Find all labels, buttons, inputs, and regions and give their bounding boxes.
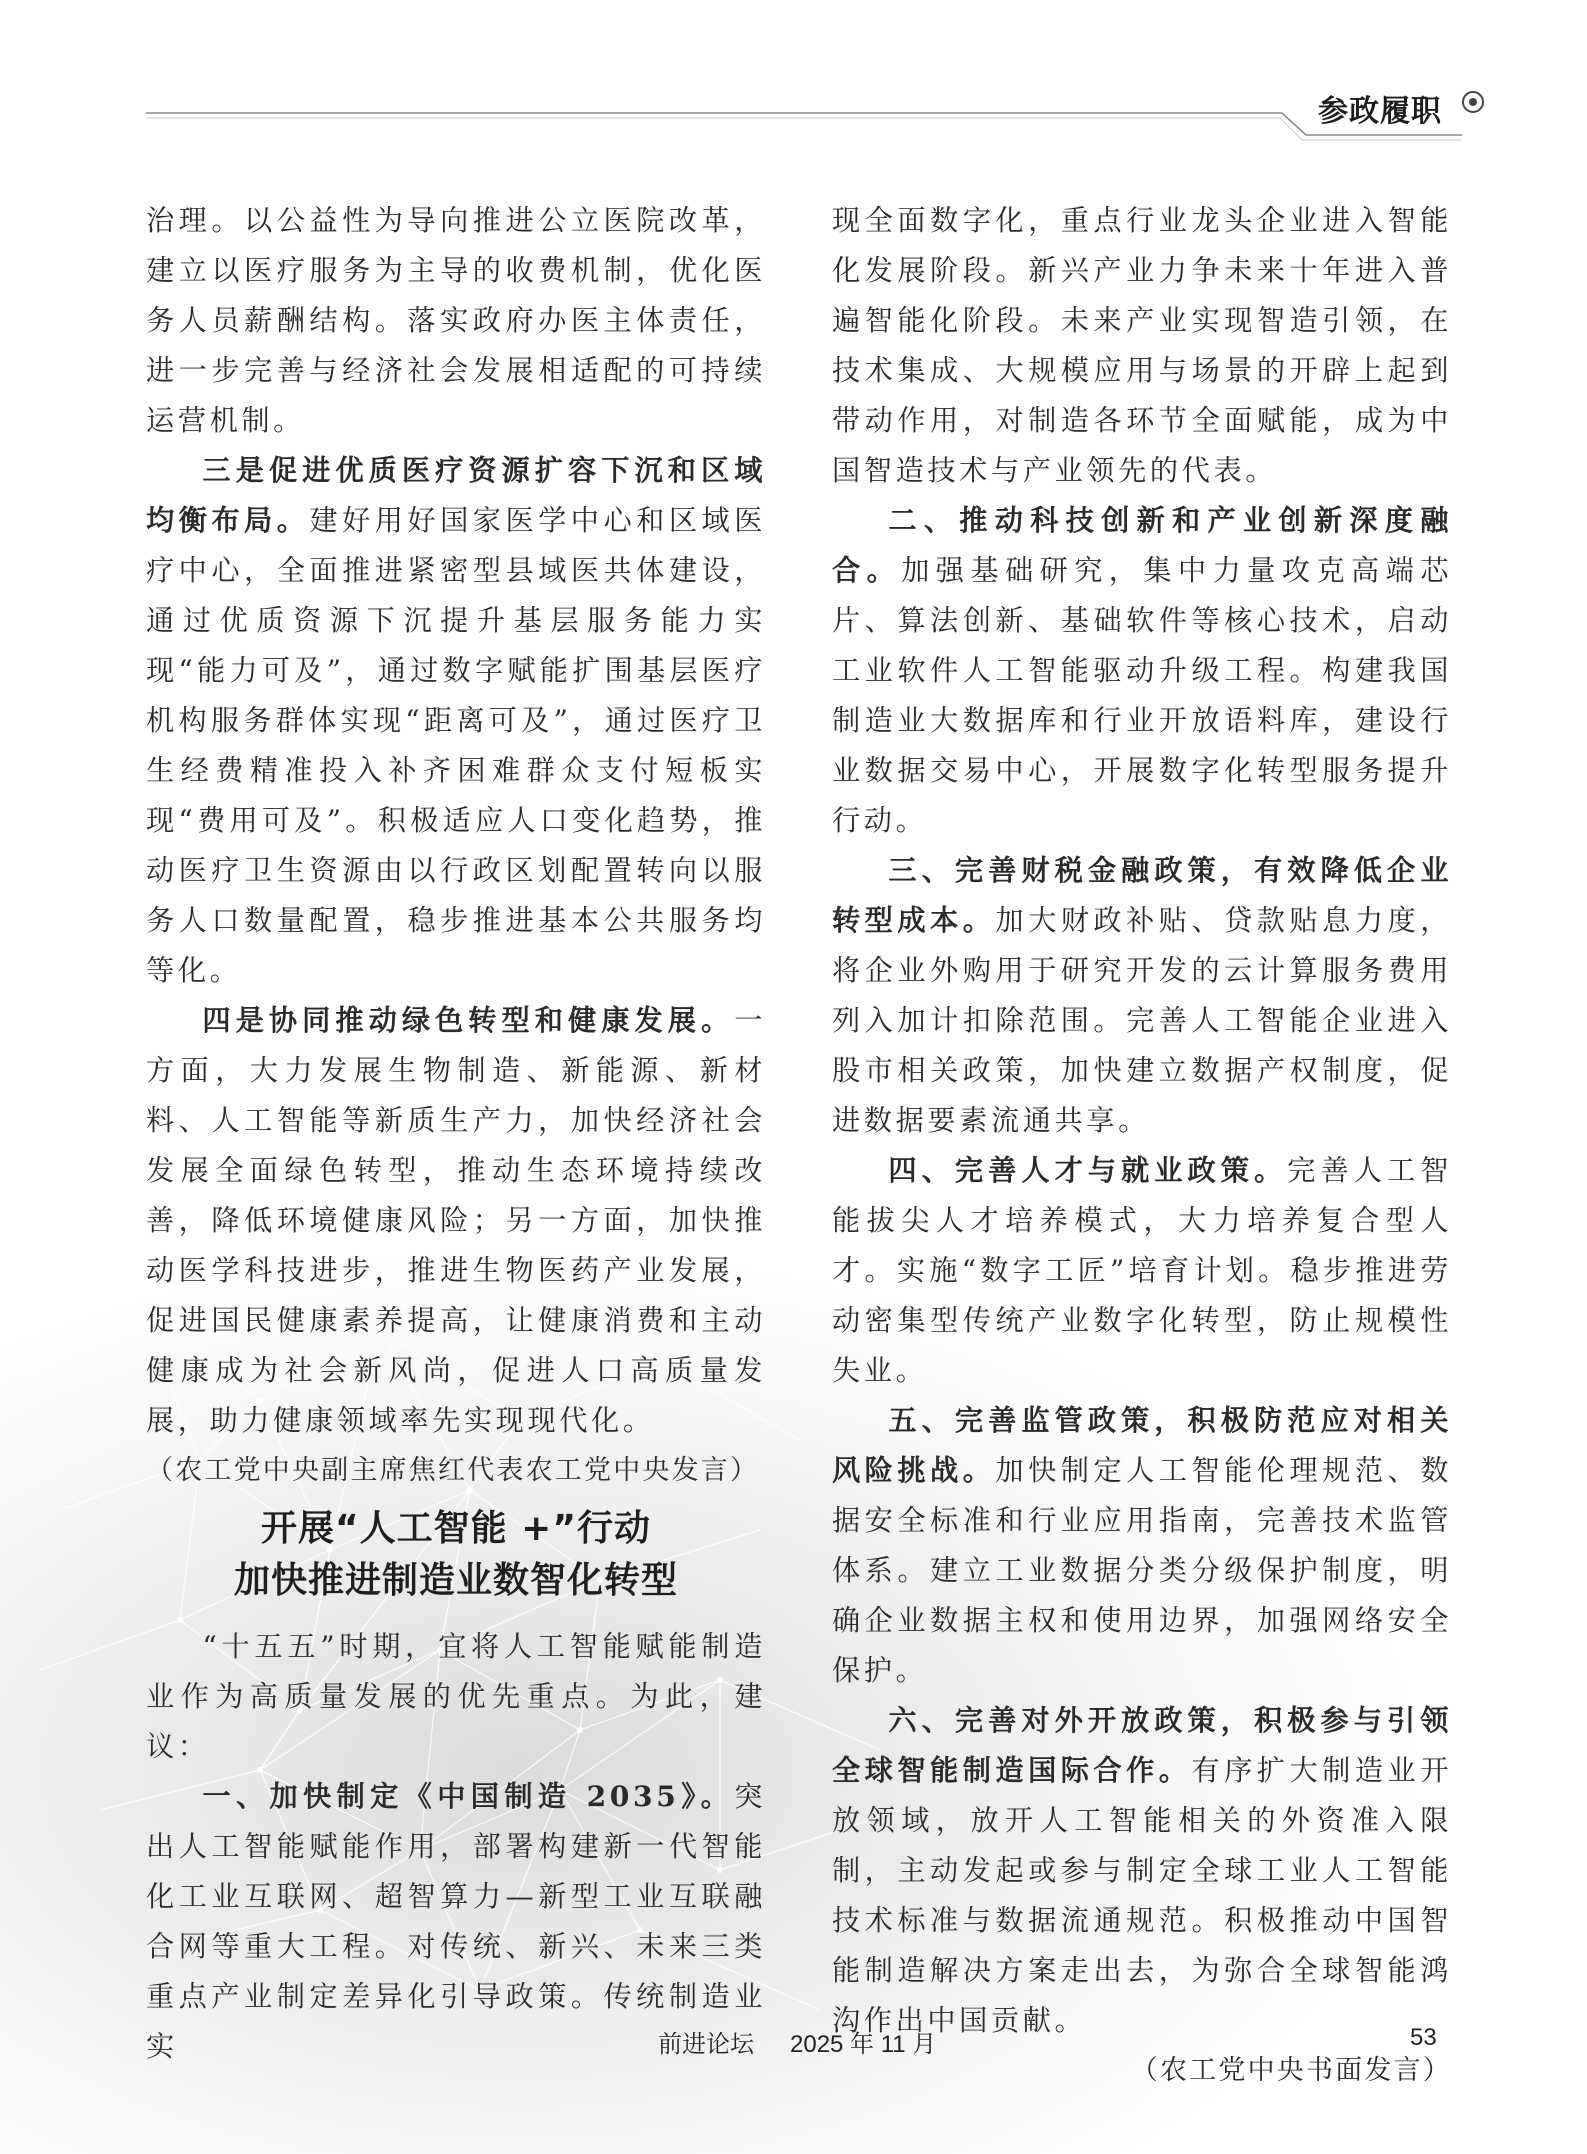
right-column: [832, 196, 1452, 2096]
paragraph-text: 建好用好国家医学中心和区域医疗中心，全面推进紧密型县域医共体建设，通过优质资源下沉提升基层服务能力实现“能力可及”，通过数字赋能扩围基层医疗机构服务群体实现“距离可及”，通过医疗卫生经费精准投入补齐困难群众支付短板实现“费用可及”。积极适应人口变化趋势，推动医疗卫生资源由以行政区划配置转向以服务人口数量配置，稳步推进基本公共服务均等化。: [146, 504, 766, 987]
paragraph: [832, 846, 1452, 1146]
paragraph-text: 加快制定人工智能伦理规范、数据安全标准和行业应用指南，完善技术监管体系。建立工业数据分类分级保护制度，明确企业数据主权和使用边界，加强网络安全保护。: [832, 1454, 1452, 1687]
left-column-top: [146, 196, 766, 1496]
paragraph-heading: 四是协同推动绿色转型和健康发展。: [202, 1004, 735, 1037]
paragraph: [832, 1146, 1452, 1396]
paragraph-heading: 一、加快制定《中国制造 2035》。: [202, 1780, 735, 1813]
bullseye-icon: [1462, 91, 1484, 113]
paragraph: [146, 1622, 766, 1772]
paragraph-text: 加强基础研究，集中力量攻克高端芯片、算法创新、基础软件等核心技术，启动工业软件人工智能驱动升级工程。构建我国制造业大数据库和行业开放语料库，建设行业数据交易中心，开展数字化转型服务提升行动。: [832, 554, 1452, 837]
speaker-attribution: （农工党中央副主席焦红代表农工党中央发言）: [146, 1455, 760, 1486]
paragraph-heading: 六、完善对外开放政策，积极参与引领全球智能制造国际合作。: [832, 1704, 1452, 1787]
footer-journal: 前进论坛: [658, 2031, 754, 2058]
paragraph-text: 完善人工智能拔尖人才培养模式，大力培养复合型人才。实施“数字工匠”培育计划。稳步推进劳动密集型传统产业数字化转型，防止规模性失业。: [832, 1154, 1452, 1387]
paragraph-heading: 三、完善财税金融政策，有效降低企业转型成本。: [832, 854, 1452, 937]
paragraph-text: “十五五”时期，宜将人工智能赋能制造业作为高质量发展的优先重点。为此，建议：: [146, 1630, 766, 1763]
paragraph-heading: 三是促进优质医疗资源扩容下沉和区域均衡布局。: [146, 454, 766, 537]
paragraph: [146, 446, 766, 996]
paragraph-heading: 四、完善人才与就业政策。: [888, 1154, 1288, 1187]
paragraph-text: 突出人工智能赋能作用，部署构建新一代智能化工业互联网、超智算力—新型工业互联融合网等重大工程。对传统、新兴、未来三类重点产业制定差异化引导政策。传统制造业实: [146, 1780, 766, 2063]
paragraph-heading: 五、完善监管政策，积极防范应对相关风险挑战。: [832, 1404, 1452, 1487]
paragraph-text: 加大财政补贴、贷款贴息力度，将企业外购用于研究开发的云计算服务费用列入加计扣除范围。完善人工智能企业进入股市相关政策，加快建立数据产权制度，促进数据要素流通共享。: [832, 904, 1452, 1137]
paragraph-text: 有序扩大制造业开放领域，放开人工智能相关的外资准入限制，主动发起或参与制定全球工业人工智能技术标准与数据流通规范。积极推动中国智能制造解决方案走出去，为弥合全球智能鸿沟作出中国贡献。: [832, 1754, 1452, 2037]
paragraph-text: 一方面，大力发展生物制造、新能源、新材料、人工智能等新质生产力，加快经济社会发展全面绿色转型，推动生态环境持续改善，降低环境健康风险；另一方面，加快推动医学科技进步，推进生物医药产业发展，促进国民健康素养提高，让健康消费和主动健康成为社会新风尚，促进人口高质量发展，助力健康领域率先实现现代化。: [146, 1004, 766, 1437]
footer-date: 2025 年 11 月: [790, 2031, 937, 2058]
left-column-bottom: [146, 1622, 766, 2072]
paragraph: [832, 1696, 1452, 2046]
paragraph: [832, 196, 1452, 496]
paragraph: [146, 196, 766, 446]
article-title-line2: 加快推进制造业数智化转型: [233, 1560, 678, 1601]
article-title: [146, 1503, 766, 1607]
paragraph-text: 治理。以公益性为导向推进公立医院改革，建立以医疗服务为主导的收费机制，优化医务人员薪酬结构。落实政府办医主体责任，进一步完善与经济社会发展相适配的可持续运营机制。: [146, 204, 766, 437]
paragraph: [832, 496, 1452, 846]
paragraph-text: 现全面数字化，重点行业龙头企业进入智能化发展阶段。新兴产业力争未来十年进入普遍智能化阶段。未来产业实现智造引领，在技术集成、大规模应用与场景的开辟上起到带动作用，对制造各环节全面赋能，成为中国智造技术与产业领先的代表。: [832, 204, 1452, 487]
section-label: 参政履职: [1318, 94, 1442, 129]
paragraph: [146, 996, 766, 1446]
page-number: 53: [1410, 2024, 1437, 2051]
article-title-line1: 开展“人工智能 +”行动: [260, 1508, 652, 1549]
paragraph-heading: 二、推动科技创新和产业创新深度融合。: [832, 504, 1452, 587]
paragraph: [832, 1396, 1452, 1696]
speaker-attribution: （农工党中央书面发言）: [1130, 2055, 1452, 2086]
